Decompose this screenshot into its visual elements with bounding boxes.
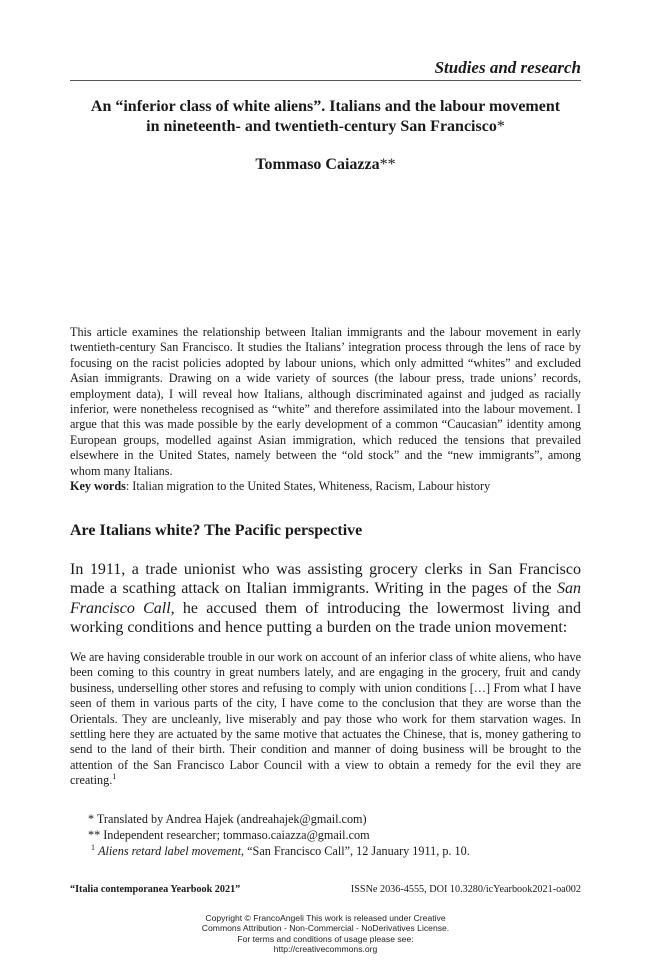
- body-paragraph: [70, 560, 581, 637]
- body-text-2: he accused them of introducing the lowermost living and working conditions and hence putting a burden on the trade union movement:: [70, 599, 582, 636]
- block-quote: [70, 650, 581, 789]
- author-footnote-mark: **: [379, 156, 396, 173]
- footnotes: [88, 811, 581, 859]
- author-text: Tommaso Caiazza: [255, 156, 380, 173]
- title-line-1: An “inferior class of white aliens”. Italians and the labour movement: [90, 98, 561, 115]
- footnote-author: ** Independent researcher; tommaso.caiazza@gmail.com: [88, 828, 370, 842]
- keywords: [70, 479, 581, 494]
- footnote-source-mark: 1: [91, 842, 96, 852]
- body-newspaper-title: San Francisco Call,: [70, 580, 581, 617]
- license-line-1: Copyright © FrancoAngeli This work is released under Creative: [205, 913, 446, 923]
- header-rule: [70, 80, 581, 81]
- footer-journal: “Italia contemporanea Yearbook 2021”: [70, 884, 241, 895]
- body-text-1: In 1911, a trade unionist who was assisting grocery clerks in San Francisco made a scathing attack on Italian immigrants. Writing in the pages of the: [70, 561, 581, 598]
- footnote-source: [88, 843, 581, 859]
- abstract-text: This article examines the relationship between Italian immigrants and the labour movement in early twentieth-century San Francisco. It studies the Italians’ integration process through the lens of race by focusing on the racist policies adopted by labour unions, which only admitted “whites” and excluded Asian immigrants. Drawing on a wide variety of sources (the labour press, trade unions’ records, employment data), I will reveal how Italians, although discriminated against and judged as racially inferior, were nonetheless recognised as “white” and therefore assimilated into the labour movement. I argue that this was made possible by the early development of a common “Caucasian” identity among European groups, modelled against Asian immigration, which reduced the tensions that prevailed elsewhere in the United States, namely between the “old stock” and the “new immigrants”, among whom many Italians.: [70, 325, 581, 478]
- author-name: [70, 155, 581, 175]
- keywords-list: : Italian migration to the United States, Whiteness, Racism, Labour history: [125, 479, 491, 494]
- footnote-source-title: Aliens retard label movement: [98, 844, 242, 858]
- quote-footnote-ref: 1: [112, 772, 117, 782]
- license-line-2: Commons Attribution - Non-Commercial - NoDerivatives License.: [201, 923, 450, 934]
- license-url[interactable]: http://creativecommons.org: [273, 944, 378, 955]
- title-footnote-mark: *: [496, 118, 505, 135]
- title-line-2: [70, 117, 581, 137]
- footnote-translator: * Translated by Andrea Hajek (andreahajek@gmail.com): [88, 812, 367, 826]
- license-notice: [70, 913, 581, 955]
- keywords-label: Key words: [70, 479, 126, 494]
- article-title: [70, 97, 581, 137]
- title-line-2-text: in nineteenth- and twentieth-century San Francisco: [146, 118, 497, 135]
- section-header: Studies and research: [434, 58, 581, 77]
- footer-doi: ISSNe 2036-4555, DOI 10.3280/icYearbook2021-oa002: [350, 884, 581, 895]
- abstract: [70, 325, 581, 494]
- license-line-3: For terms and conditions of usage please see:: [237, 933, 414, 944]
- section-heading: Are Italians white? The Pacific perspective: [70, 522, 363, 539]
- footnote-source-rest: , “San Francisco Call”, 12 January 1911, p. 10.: [241, 844, 470, 858]
- quote-text: We are having considerable trouble in our work on account of an inferior class of white aliens, who have been coming to this country in great numbers lately, and are engaging in the grocery, fruit and candy business, underselling other stores and refusing to comply with union conditions […] From what I have seen of them in various parts of the city, I have come to the conclusion that they are worse than the Orientals. They are uncleanly, live miserably and pay those who work for them starvation wages. In settling here they are actuated by the same motive that actuates the Chinese, that is, money gathering to send to the land of their birth. Their condition and manner of doing business will be brought to the attention of the San Francisco Labor Council with a view to obtain a remedy for the evil they are creating.: [70, 650, 581, 788]
